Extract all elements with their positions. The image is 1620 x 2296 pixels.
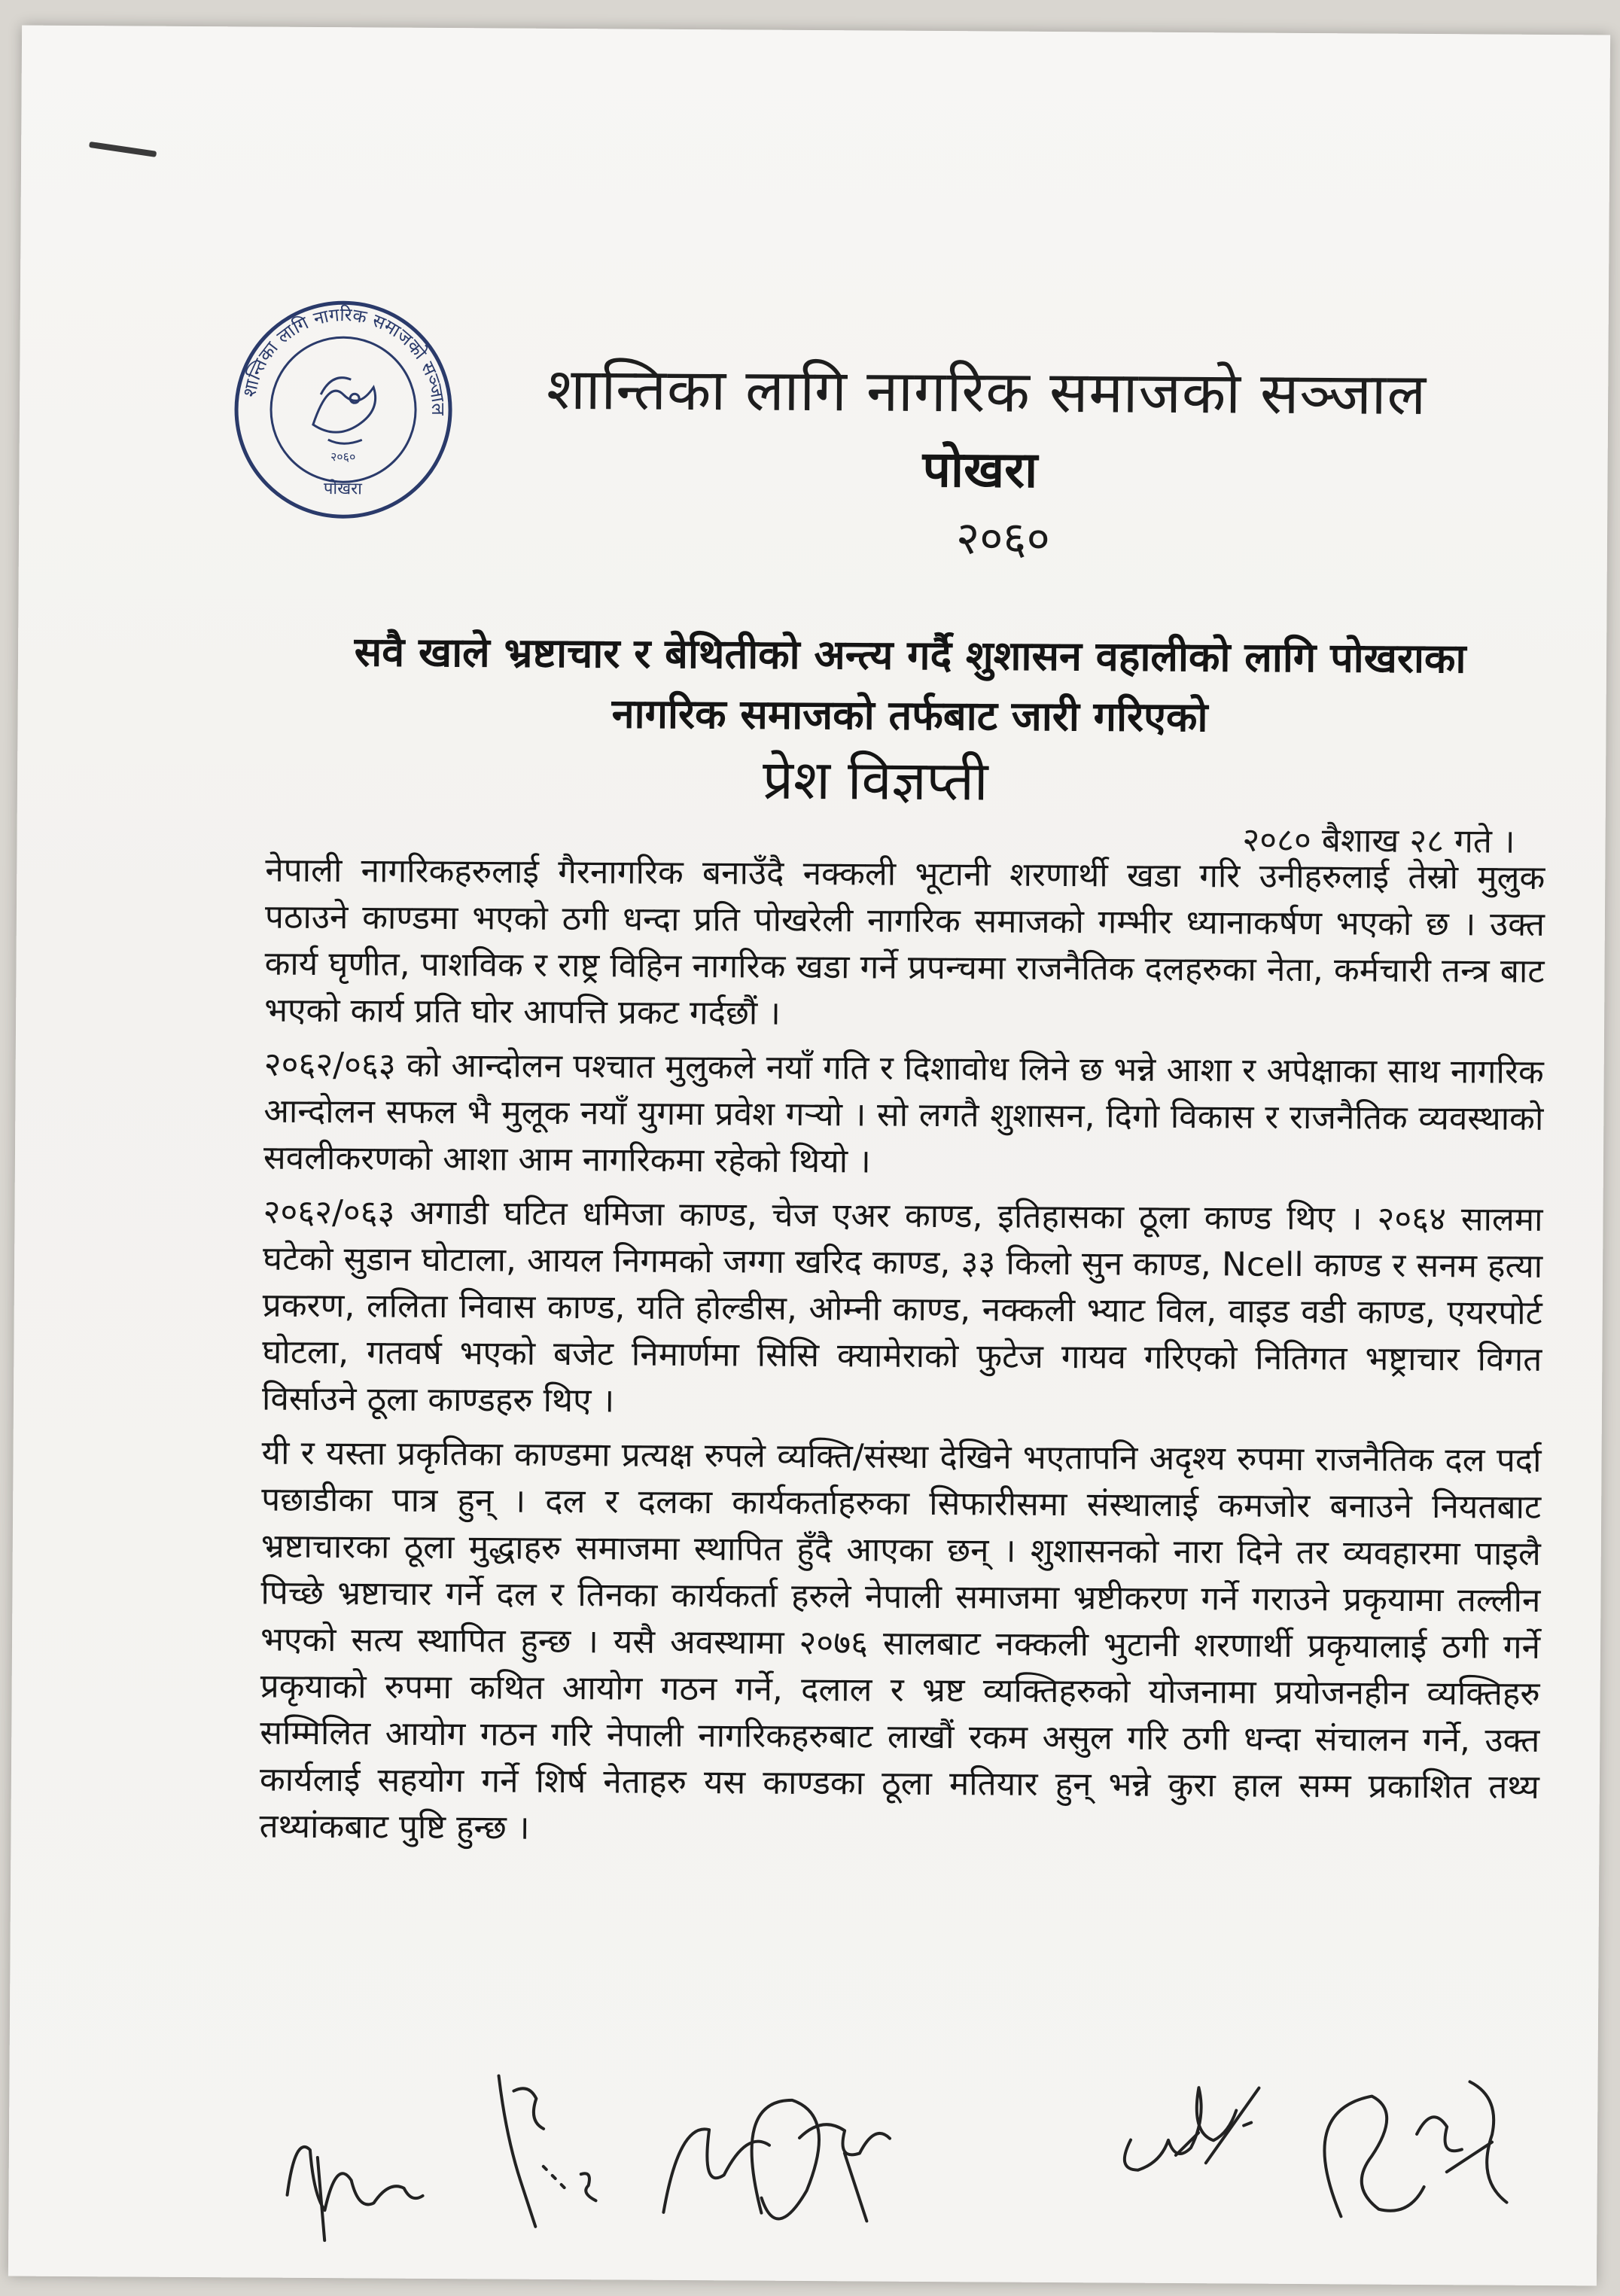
svg-text:शान्तिका लागि नागरिक समाजको सञ	[239, 303, 449, 416]
paragraph-1: नेपाली नागरिकहरुलाई गैरनागरिक बनाउँदै नक्कली भूटानी शरणार्थी खडा गरि उनीहरुलाई तेस्रो मुलुक पठाउने काण्डमा भएको ठगी धन्दा प्रति पोखरेली नागरिक समाजको गम्भीर ध्यानाकर्षण भएको छ । उक्त कार्य घृणीत, पाशविक र राष्ट्र विहिन नागरिक खडा गर्ने प्रपन्चमा राजनैतिक दलहरुका नेता, कर्मचारी तन्त्र बाट भएको कार्य प्रति घोर आपत्ति प्रकट गर्दछौं ।	[264, 851, 1545, 1033]
seal-city: पोखरा	[323, 480, 362, 499]
document-page	[8, 26, 1610, 2286]
paragraph-4: यी र यस्ता प्रकृतिका काण्डमा प्रत्यक्ष रुपले व्यक्ति/संस्था देखिने भएतापनि अदृश्य रुपमा राजनैतिक दल पर्दा पछाडीका पात्र हुन् । दल र दलका कार्यकर्ताहरुका सिफारीसमा संस्थालाई कमजोर बनाउने नियतबाट भ्रष्टाचारका ठूला मुद्धाहरु समाजमा स्थापित हुँदै आएका छन् । शुशासनको नारा दिने तर व्यवहारमा पाइलै पिच्छे भ्रष्टाचार गर्ने दल र तिनका कार्यकर्ता हरुले नेपाली समाजमा भ्रष्टीकरण गर्ने गराउने प्रकृयामा तल्लीन भएको सत्य स्थापित हुन्छ । यसै अवस्थामा २०७६ सालबाट नक्कली भुटानी शरणार्थी प्रकृयालाई ठगी गर्ने प्रकृयाको रुपमा कथित आयोग गठन गर्ने, दलाल र भ्रष्ट व्यक्तिहरुको योजनामा प्रयोजनहीन व्यक्तिहरु सम्मिलित आयोग गठन गरि नेपाली नागरिकहरुबाट लाखौं रकम असुल गरि ठगी धन्दा संचालन गर्ने, उक्त कार्यलाई सहयोग गर्ने शिर्ष नेताहरु यस काण्डका ठूला मतियार हुन् भन्ने कुरा हाल सम्म प्रकाशित तथ्य तथ्यांकबाट पुष्टि हुन्छ ।	[259, 1433, 1542, 1847]
release-date: २०८० बैशाख २८ गते ।	[1242, 821, 1515, 861]
paragraph-2: २०६२/०६३ को आन्दोलन पश्चात मुलुकले नयाँ गति र दिशावोध लिने छ भन्ने आशा र अपेक्षाका साथ नागरिक आन्दोलन सफल भै मुलूक नयाँ युगमा प्रवेश गर्‍यो । सो लगतै शुशासन, दिगो विकास र राजनैतिक व्यवस्थाको सवलीकरणको आशा आम नागरिकमा रहेको थियो ।	[263, 1045, 1544, 1181]
signature-4	[1125, 2087, 1259, 2171]
signature-1	[287, 2147, 423, 2241]
signatures-graphic	[272, 2045, 1553, 2293]
signature-3	[663, 2100, 890, 2221]
signatures-area	[272, 2045, 1553, 2293]
organization-city: पोखरा	[922, 440, 1038, 499]
signature-5	[1324, 2081, 1508, 2217]
seal-ring-text: शान्तिका लागि नागरिक समाजको सञ्जाल	[239, 303, 449, 416]
headline-line-1: सवै खाले भ्रष्टाचार र बेथितीको अन्त्य गर्दै शुशासन वहालीको लागि पोखराका	[354, 628, 1466, 683]
seal-year: २०६०	[330, 449, 356, 464]
headline-line-2: नागरिक समाजको तर्फबाट जारी गरिएको	[611, 690, 1208, 741]
pen-mark	[89, 142, 157, 157]
organization-year: २०६०	[955, 512, 1051, 565]
organization-name: शान्तिका लागि नागरिक समाजको सञ्जाल	[546, 355, 1427, 428]
paragraph-3: २०६२/०६३ अगाडी घटित धमिजा काण्ड, चेज एअर काण्ड, इतिहासका ठूला काण्ड थिए । २०६४ सालमा घटेको सुडान घोटाला, आयल निगमको जग्गा खरिद काण्ड, ३३ किलो सुन काण्ड, Ncell काण्ड र सनम हत्या प्रकरण, ललिता निवास काण्ड, यति होल्डीस, ओम्नी काण्ड, नक्कली भ्याट विल, वाइड वडी काण्ड, एयरपोर्ट घोटला, गतवर्ष भएको बजेट निमार्णमा सिसि क्यामेराको फुटेज गायव गरिएको नितिगत भष्ट्राचार विगत विर्साउने ठूला काण्डहरु थिए ।	[261, 1192, 1543, 1421]
organization-seal	[230, 296, 457, 523]
press-release-title: प्रेश विज्ञप्ती	[762, 748, 988, 813]
body-text	[259, 848, 1545, 1865]
signature-2	[498, 2076, 596, 2227]
seal-graphic	[230, 296, 457, 523]
headline	[288, 622, 1531, 750]
